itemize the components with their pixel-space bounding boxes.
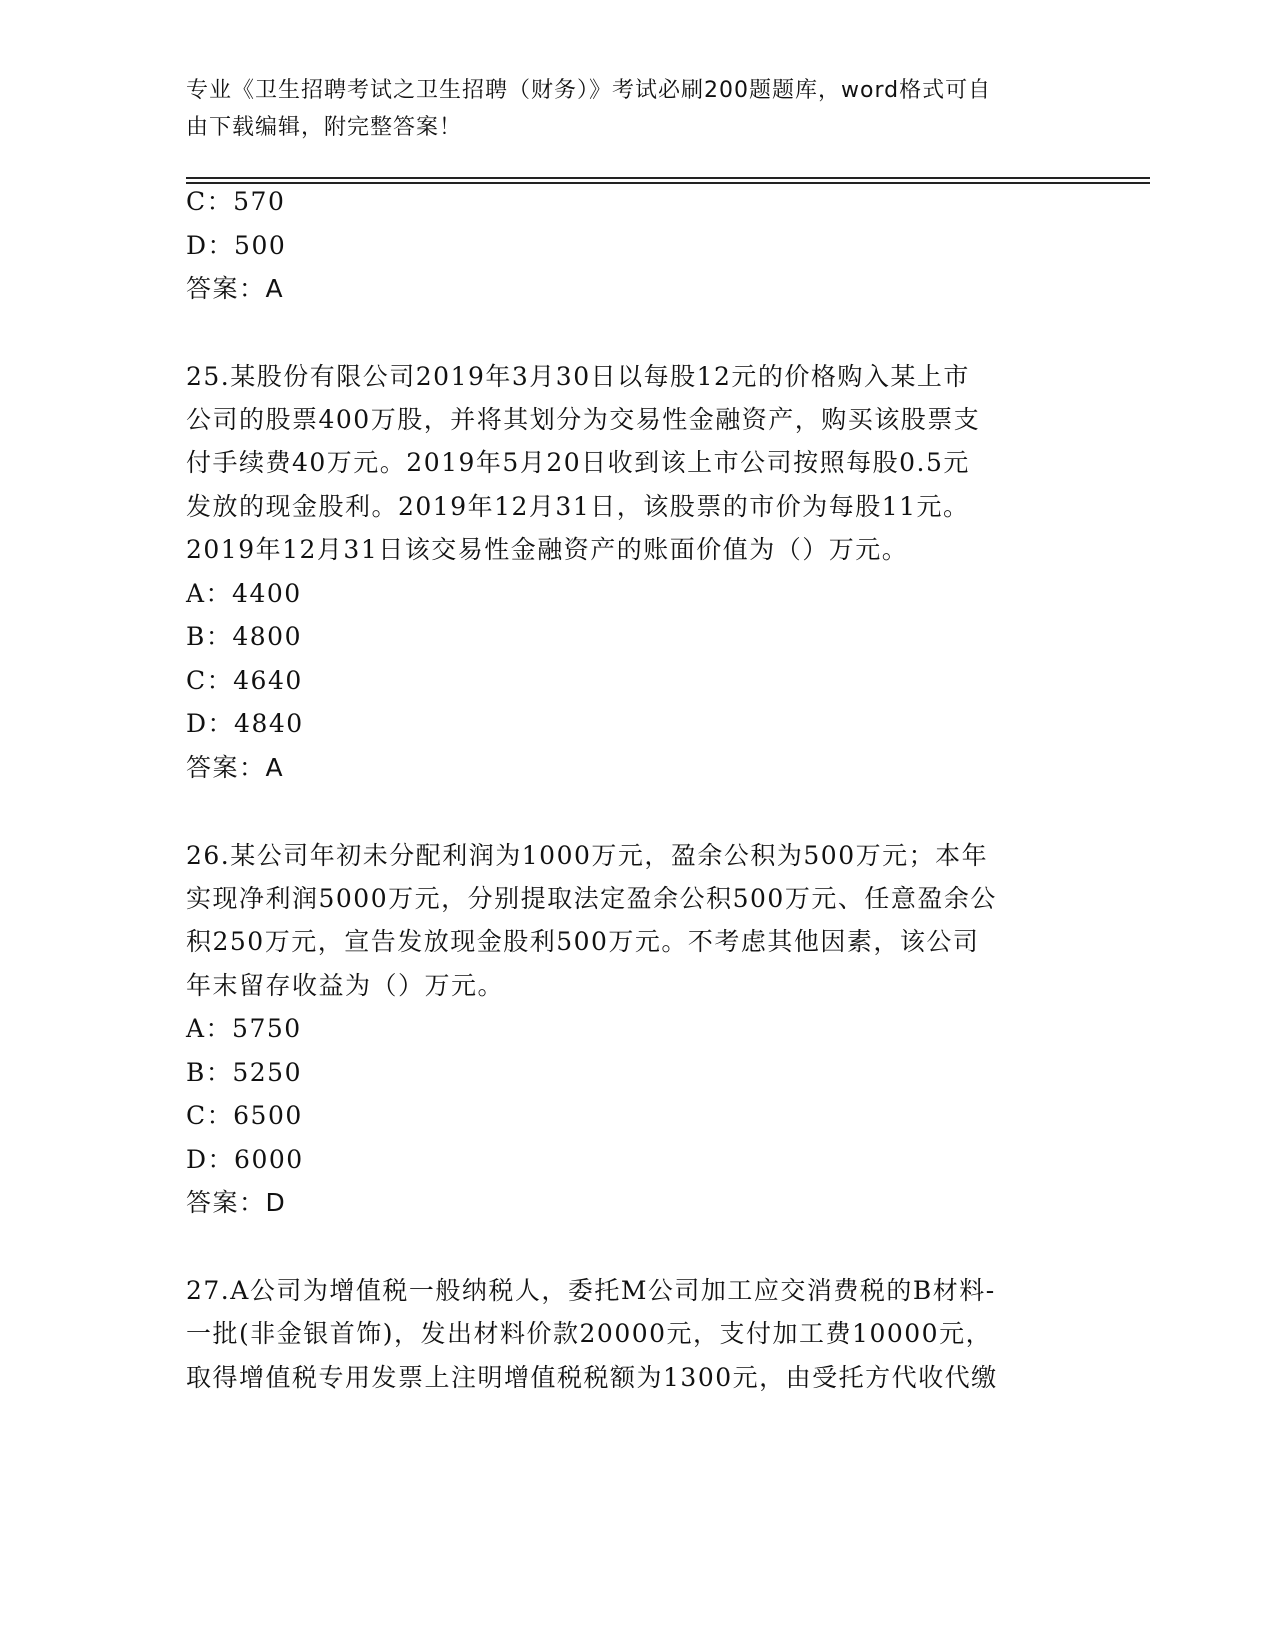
q25-line-5: 2019年12月31日该交易性金融资产的账面价值为（）万元。 bbox=[186, 535, 909, 564]
q25-line-2: 公司的股票400万股，并将其划分为交易性金融资产，购买该股票支 bbox=[186, 405, 981, 434]
q27-line-2: 一批(非金银首饰)，发出材料价款20000元，支付加工费10000元， bbox=[186, 1319, 993, 1348]
header-rule-top bbox=[186, 177, 1150, 179]
q26-option-b: B：5250 bbox=[186, 1058, 302, 1087]
q26-line-2: 实现净利润5000万元，分别提取法定盈余公积500万元、任意盈余公 bbox=[186, 884, 997, 913]
q26-answer: 答案：D bbox=[186, 1188, 287, 1217]
q26-line-1: 26.某公司年初未分配利润为1000万元，盈余公积为500万元；本年 bbox=[186, 841, 989, 870]
q26-line-3: 积250万元，宣告发放现金股利500万元。不考虑其他因素，该公司 bbox=[186, 927, 980, 956]
q26-option-c: C：6500 bbox=[186, 1101, 303, 1130]
prev-option-d: D：500 bbox=[186, 231, 287, 260]
q25-option-a: A：4400 bbox=[186, 579, 302, 608]
q27-line-1: 27.A公司为增值税一般纳税人，委托M公司加工应交消费税的B材料- bbox=[186, 1276, 996, 1305]
q25-line-3: 付手续费40万元。2019年5月20日收到该上市公司按照每股0.5元 bbox=[186, 448, 970, 477]
q25-option-d: D：4840 bbox=[186, 709, 304, 738]
q25-option-c: C：4640 bbox=[186, 666, 303, 695]
header-title-line-1: 专业《卫生招聘考试之卫生招聘（财务）》考试必刷200题题库，word格式可自 bbox=[186, 78, 992, 103]
header-rule-bottom bbox=[186, 182, 1150, 184]
q25-option-b: B：4800 bbox=[186, 622, 302, 651]
q26-option-d: D：6000 bbox=[186, 1145, 304, 1174]
q25-answer: 答案：A bbox=[186, 753, 285, 782]
q27-line-3: 取得增值税专用发票上注明增值税税额为1300元，由受托方代收代缴 bbox=[186, 1363, 998, 1392]
prev-option-c: C：570 bbox=[186, 187, 286, 216]
q26-line-4: 年末留存收益为（）万元。 bbox=[186, 971, 505, 1000]
q25-line-1: 25.某股份有限公司2019年3月30日以每股12元的价格购入某上市 bbox=[186, 362, 970, 391]
document-header bbox=[186, 72, 1076, 146]
q25-line-4: 发放的现金股利。2019年12月31日，该股票的市价为每股11元。 bbox=[186, 492, 970, 521]
q26-option-a: A：5750 bbox=[186, 1014, 302, 1043]
prev-answer: 答案：A bbox=[186, 274, 285, 303]
header-title-line-2: 由下载编辑，附完整答案！ bbox=[186, 115, 463, 140]
